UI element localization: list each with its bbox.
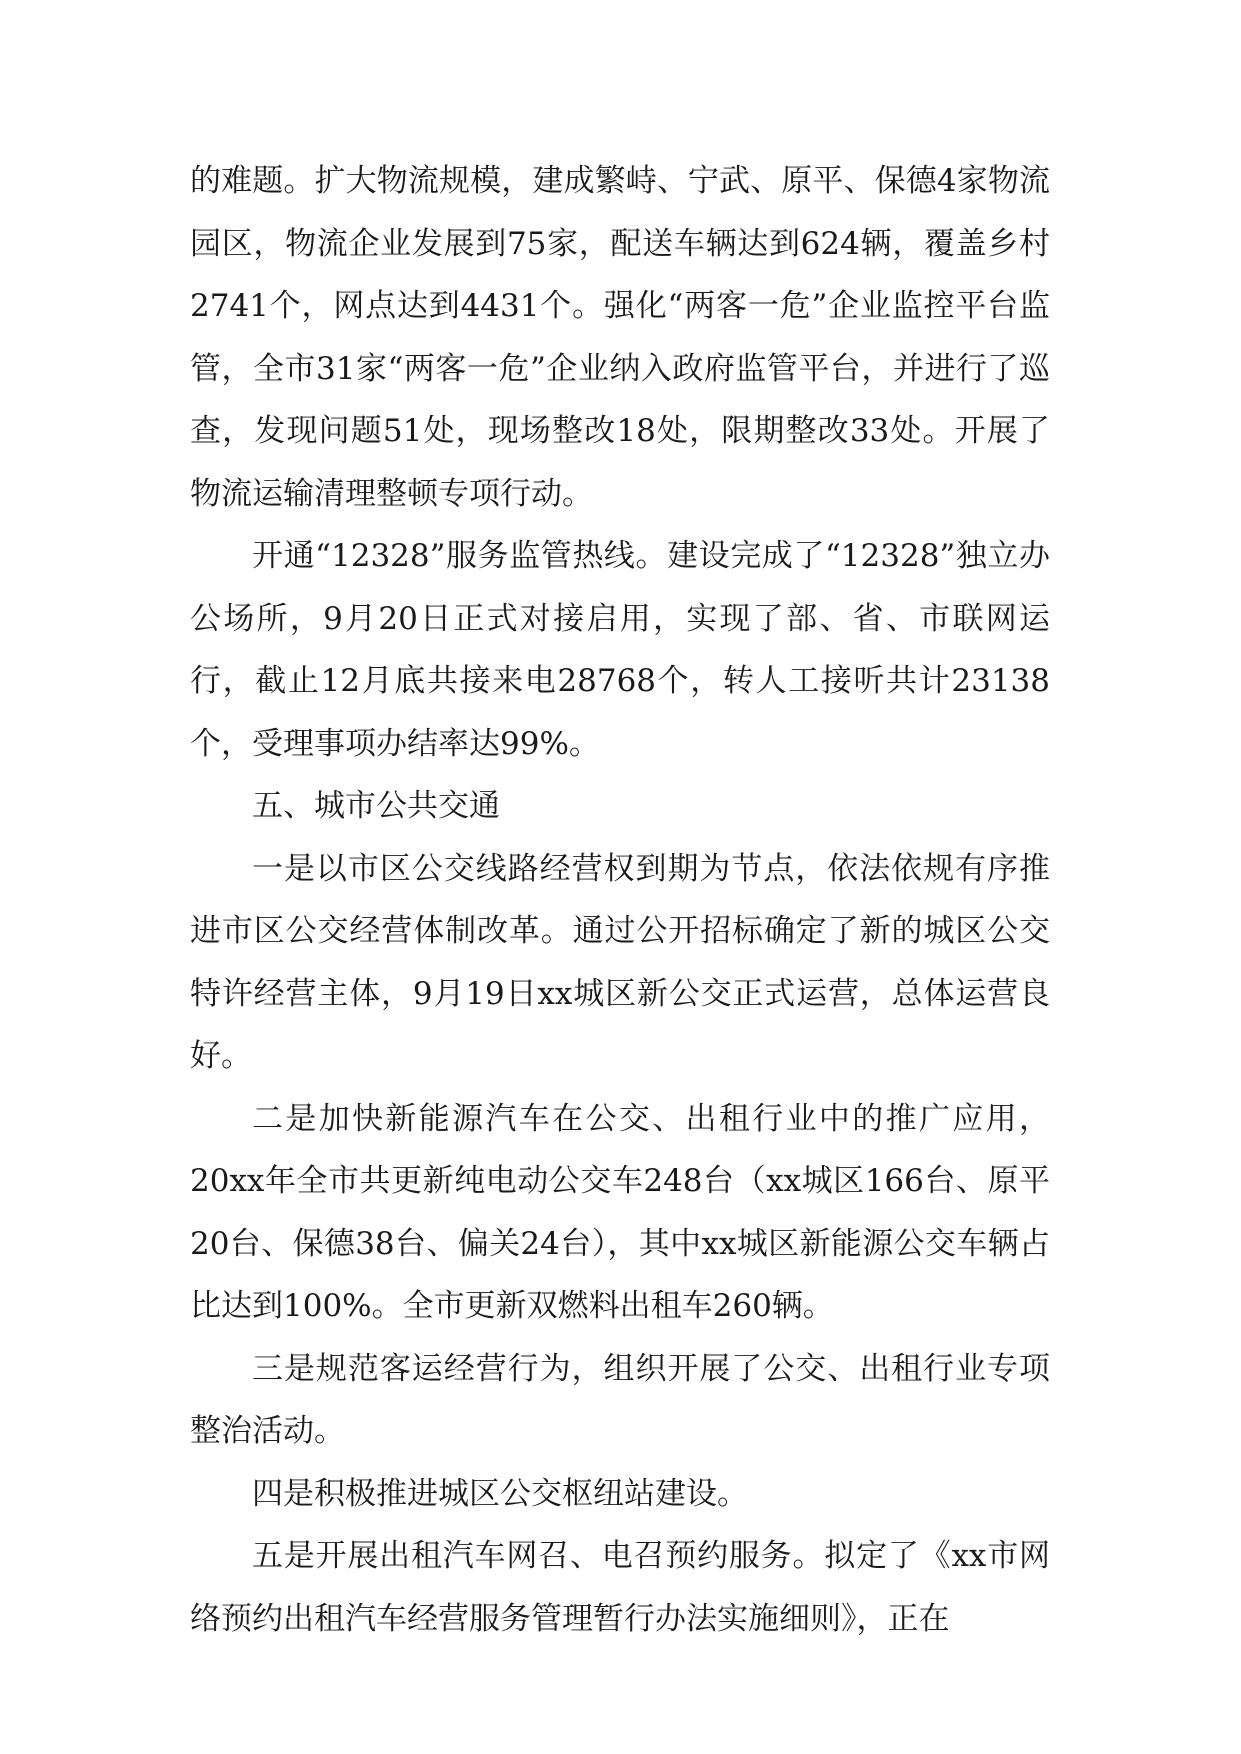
paragraph-item-three: 三是规范客运经营行为，组织开展了公交、出租行业专项整治活动。 [190, 1350, 1050, 1449]
paragraph-item-four: 四是积极推进城区公交枢纽站建设。 [252, 1475, 748, 1512]
paragraph-item-two: 二是加快新能源汽车在公交、出租行业中的推广应用，20xx年全市共更新纯电动公交车248台（xx城区166台、原平20台、保德38台、偏关24台），其中xx城区新能源公交车辆占比达到100%。全市更新双燃料出租车260辆。 [190, 1100, 1050, 1324]
document-page [190, 150, 1050, 1650]
paragraph-logistics: 的难题。扩大物流规模，建成繁峙、宁武、原平、保德4家物流园区，物流企业发展到75家，配送车辆达到624辆，覆盖乡村2741个，网点达到4431个。强化“两客一危”企业监控平台监管，全市31家“两客一危”企业纳入政府监管平台，并进行了巡查，发现问题51处，现场整改18处，限期整改33处。开展了物流运输清理整顿专项行动。 [190, 163, 1050, 512]
paragraph-hotline-12328: 开通“12328”服务监管热线。建设完成了“12328”独立办公场所，9月20日正式对接启用，实现了部、省、市联网运行，截止12月底共接来电28768个，转人工接听共计23138个，受理事项办结率达99%。 [190, 538, 1050, 762]
section-heading-public-transport: 五、城市公共交通 [252, 788, 500, 824]
paragraph-item-five: 五是开展出租汽车网召、电召预约服务。拟定了《xx市网络预约出租汽车经营服务管理暂行办法实施细则》，正在 [190, 1538, 1050, 1637]
paragraph-item-one: 一是以市区公交线路经营权到期为节点，依法依规有序推进市区公交经营体制改革。通过公开招标确定了新的城区公交特许经营主体，9月19日xx城区新公交正式运营，总体运营良好。 [190, 850, 1050, 1074]
